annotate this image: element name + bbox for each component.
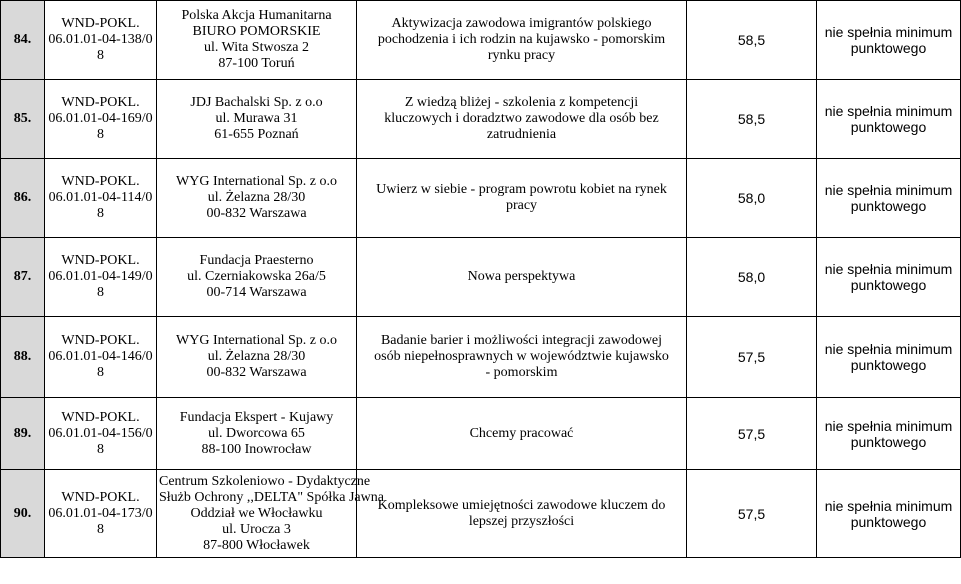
project-title-line: kluczowych i doradztwo zawodowe dla osób bez — [384, 111, 659, 126]
applicant-organization — [157, 1, 357, 80]
project-title — [357, 238, 687, 317]
evaluation-status — [817, 470, 961, 558]
score: 58,0 — [687, 159, 817, 238]
row-number: 88. — [1, 317, 45, 398]
table-row — [1, 80, 961, 159]
table-row — [1, 238, 961, 317]
application-id — [45, 317, 157, 398]
evaluation-status-line: punktowego — [850, 277, 927, 293]
application-id-line: WND-POKL. — [61, 489, 140, 505]
application-id-line: WND-POKL. — [61, 253, 140, 268]
row-number: 87. — [1, 238, 45, 317]
applicant-organization — [157, 238, 357, 317]
organization-line: ul. Wita Stwosza 2 — [204, 40, 309, 55]
evaluation-status — [817, 317, 961, 398]
organization-line: Fundacja Ekspert - Kujawy — [179, 409, 334, 425]
organization-line: WYG International Sp. z o.o — [176, 333, 337, 348]
applicant-organization — [157, 317, 357, 398]
row-number: 84. — [1, 1, 45, 80]
applicant-organization — [157, 80, 357, 159]
organization-line: Fundacja Praesterno — [199, 253, 314, 268]
evaluation-status-line: nie spełnia minimum — [824, 103, 953, 119]
application-id-line: 8 — [97, 285, 104, 300]
evaluation-status-line: punktowego — [850, 119, 927, 135]
organization-line: Polska Akcja Humanitarna — [181, 8, 332, 23]
application-id-line: WND-POKL. — [61, 409, 140, 425]
evaluation-status-line: punktowego — [850, 198, 927, 214]
project-title-line: rynku pracy — [487, 48, 556, 63]
evaluation-status — [817, 238, 961, 317]
project-title — [357, 1, 687, 80]
project-title — [357, 317, 687, 398]
application-id-line: 8 — [97, 48, 104, 63]
application-id-line: 8 — [97, 127, 104, 142]
applicant-organization — [157, 159, 357, 238]
project-title-line: pracy — [505, 198, 538, 213]
application-id-line: 06.01.01-04-169/0 — [48, 111, 153, 126]
table-row — [1, 317, 961, 398]
application-id — [45, 159, 157, 238]
evaluation-status-line: nie spełnia minimum — [824, 341, 953, 357]
organization-line: BIURO POMORSKIE — [192, 24, 321, 39]
project-title — [357, 470, 687, 558]
project-title-line: Uwierz w siebie - program powrotu kobiet na rynek — [376, 182, 667, 197]
project-title — [357, 159, 687, 238]
project-title-line: Badanie barier i możliwości integracji zawodowej — [380, 333, 663, 348]
score: 57,5 — [687, 398, 817, 470]
evaluation-status-line: punktowego — [850, 513, 927, 530]
evaluation-status — [817, 159, 961, 238]
project-title — [357, 80, 687, 159]
project-title-line: Chcemy pracować — [469, 425, 574, 441]
project-title-line: - pomorskim — [485, 365, 558, 380]
project-title-line: osób niepełnosprawnych w województwie kujawsko — [374, 349, 669, 364]
evaluation-status-line: nie spełnia minimum — [824, 497, 953, 514]
organization-line: ul. Dworcowa 65 — [208, 425, 305, 441]
table-row — [1, 398, 961, 470]
evaluation-status-line: nie spełnia minimum — [824, 182, 953, 198]
organization-line: Oddział we Włocławku — [190, 505, 323, 521]
application-id — [45, 80, 157, 159]
application-id — [45, 1, 157, 80]
application-id — [45, 398, 157, 470]
score: 58,5 — [687, 1, 817, 80]
project-title-line: Kompleksowe umiejętności zawodowe kluczem do — [377, 497, 666, 513]
application-id-line: WND-POKL. — [61, 333, 140, 348]
application-id-line: 06.01.01-04-138/0 — [48, 32, 153, 47]
organization-line: 61-655 Poznań — [214, 127, 299, 142]
project-title — [357, 398, 687, 470]
organization-line: ul. Żelazna 28/30 — [207, 349, 306, 364]
application-id-line: 8 — [97, 365, 104, 380]
application-id-line: WND-POKL. — [61, 16, 140, 31]
application-id — [45, 238, 157, 317]
project-title-line: Z wiedzą bliżej - szkolenia z kompetencji — [404, 95, 639, 110]
score: 58,0 — [687, 238, 817, 317]
organization-line: 87-800 Włocławek — [203, 537, 310, 553]
organization-line: 00-714 Warszawa — [206, 285, 307, 300]
organization-line: 88-100 Inowrocław — [201, 441, 312, 457]
application-id-line: WND-POKL. — [61, 174, 140, 189]
project-title-line: Aktywizacja zawodowa imigrantów polskiego — [391, 16, 652, 31]
application-id-line: 8 — [97, 521, 104, 537]
organization-line: JDJ Bachalski Sp. z o.o — [190, 95, 323, 110]
organization-line: ul. Urocza 3 — [222, 521, 291, 537]
row-number: 85. — [1, 80, 45, 159]
row-number: 90. — [1, 470, 45, 558]
row-number: 86. — [1, 159, 45, 238]
application-id-line: 8 — [97, 441, 104, 457]
evaluation-status-line: punktowego — [850, 357, 927, 373]
table-row — [1, 159, 961, 238]
application-id-line: 06.01.01-04-173/0 — [48, 505, 153, 521]
application-id-line: 06.01.01-04-156/0 — [48, 425, 153, 441]
project-title-line: zatrudnienia — [486, 127, 557, 142]
organization-line: ul. Czerniakowska 26a/5 — [187, 269, 326, 284]
evaluation-status-line: nie spełnia minimum — [824, 24, 953, 40]
application-id-line: WND-POKL. — [61, 95, 140, 110]
application-id — [45, 470, 157, 558]
organization-line: ul. Żelazna 28/30 — [207, 190, 306, 205]
project-title-line: pochodzenia i ich rodzin na kujawsko - pomorskim — [377, 32, 666, 47]
table-row — [1, 1, 961, 80]
evaluation-status — [817, 1, 961, 80]
evaluation-status-line: nie spełnia minimum — [824, 261, 953, 277]
row-number: 89. — [1, 398, 45, 470]
organization-line: ul. Murawa 31 — [215, 111, 298, 126]
organization-line: 00-832 Warszawa — [206, 365, 307, 380]
organization-line: WYG International Sp. z o.o — [176, 174, 337, 189]
organization-line: 00-832 Warszawa — [206, 206, 307, 221]
score: 57,5 — [687, 317, 817, 398]
table-row — [1, 470, 961, 558]
organization-line: Służb Ochrony ,,DELTA" Spółka Jawna — [159, 489, 384, 505]
organization-line: 87-100 Toruń — [218, 56, 295, 71]
evaluation-status-line: punktowego — [850, 433, 927, 450]
application-id-line: 06.01.01-04-149/0 — [48, 269, 153, 284]
project-title-line: Nowa perspektywa — [467, 269, 576, 284]
application-id-line: 8 — [97, 206, 104, 221]
applicant-organization — [157, 470, 384, 558]
score: 57,5 — [687, 470, 817, 558]
evaluation-status — [817, 80, 961, 159]
application-id-line: 06.01.01-04-146/0 — [48, 349, 153, 364]
evaluation-status — [817, 398, 961, 470]
application-id-line: 06.01.01-04-114/0 — [48, 190, 153, 205]
score: 58,5 — [687, 80, 817, 159]
evaluation-status-line: punktowego — [850, 40, 927, 56]
project-title-line: lepszej przyszłości — [468, 513, 575, 529]
organization-line: Centrum Szkoleniowo - Dydaktyczne — [159, 473, 371, 489]
evaluation-status-line: nie spełnia minimum — [824, 417, 953, 434]
applicant-organization — [157, 398, 357, 470]
